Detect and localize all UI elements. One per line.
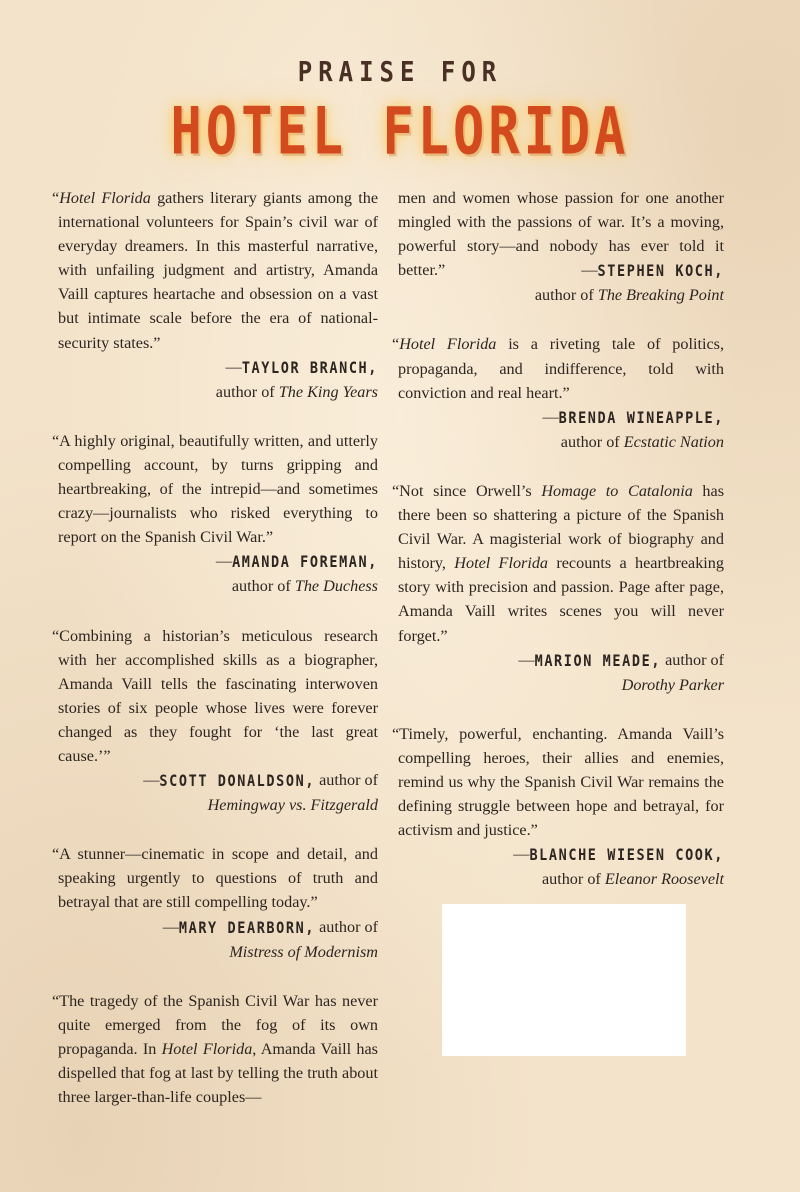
blurb-book-credit: author of The Breaking Point bbox=[534, 286, 724, 305]
blurb-amanda-foreman bbox=[52, 429, 378, 599]
blurb-marion-meade bbox=[392, 479, 724, 697]
blurb-attribution: —TAYLOR BRANCH, bbox=[58, 355, 378, 380]
author-name: MARION MEADE, bbox=[534, 650, 662, 671]
right-column bbox=[392, 186, 724, 916]
blurb-brenda-wineapple bbox=[392, 332, 724, 453]
blurb-attribution: —AMANDA FOREMAN, bbox=[58, 549, 378, 574]
author-name: BLANCHE WIESEN COOK, bbox=[529, 845, 724, 865]
blurb-quote: “A stunner—cinematic in scope and detail, and speaking urgently to questions of truth and betrayal that are still compelling today.” bbox=[52, 845, 378, 912]
book-title: HOTEL FLORIDA bbox=[170, 94, 630, 170]
blurb-quote: “The tragedy of the Spanish Civil War has never quite emerged from the fog of its own propaganda. In Hotel Florida, Amanda Vaill has dispelled that fog at last by telling the truth about three larger-than-life couples— bbox=[52, 991, 378, 1107]
left-column bbox=[52, 186, 378, 1134]
blurb-stephen-koch-start bbox=[52, 989, 378, 1109]
blurb-stephen-koch-end bbox=[398, 186, 724, 307]
blurb-quote: “A highly original, beautifully written, and utterly compelling account, by turns gripping and heartbreaking, of the intrepid—and sometimes crazy—journalists who risked everything to report on the Spanish Civil War.” bbox=[52, 431, 378, 547]
praise-for-label: PRAISE FOR bbox=[297, 55, 503, 89]
blurb-quote: “Hotel Florida gathers literary giants among the international volunteers for Spain’s civil war of everyday dreamers. In this masterful narrative, with unfailing judgment and artistry, Amanda Vaill captures heartache and obsession on a vast but intimate scale before the era of national-security states.” bbox=[52, 189, 378, 352]
blurb-book-credit: author of Eleanor Roosevelt bbox=[541, 870, 724, 889]
author-name: SCOTT DONALDSON, bbox=[159, 771, 316, 791]
blurb-quote: men and women whose passion for one another mingled with the passions of war. It’s a moving, powerful story—and nobody has ever told it better.” bbox=[398, 189, 724, 280]
barcode-placeholder-box bbox=[442, 904, 686, 1056]
blurb-attribution: —MARY DEARBORN, author of bbox=[58, 915, 378, 940]
blurb-attribution: —MARION MEADE, author of bbox=[398, 648, 724, 673]
blurb-attribution: —STEPHEN KOCH, bbox=[398, 258, 724, 283]
author-name: STEPHEN KOCH, bbox=[597, 261, 724, 281]
blurb-attribution: —SCOTT DONALDSON, author of bbox=[58, 768, 378, 793]
blurb-attribution: —BLANCHE WIESEN COOK, bbox=[398, 842, 724, 867]
author-name: TAYLOR BRANCH, bbox=[241, 358, 378, 378]
blurb-book-credit: author of The Duchess bbox=[231, 577, 378, 596]
blurb-mary-dearborn bbox=[52, 842, 378, 963]
blurb-scott-donaldson bbox=[52, 624, 378, 818]
blurb-book-credit: author of Ecstatic Nation bbox=[560, 432, 724, 451]
blurb-book-credit: Hemingway vs. Fitzgerald bbox=[207, 796, 378, 815]
blurb-book-credit: author of The King Years bbox=[215, 382, 378, 401]
blurb-book-credit: Dorothy Parker bbox=[621, 675, 724, 694]
author-name: AMANDA FOREMAN, bbox=[232, 552, 378, 572]
blurb-quote: “Hotel Florida is a riveting tale of politics, propaganda, and indifference, told with conviction and real heart.” bbox=[392, 335, 724, 402]
blurb-book-credit: Mistress of Modernism bbox=[229, 942, 378, 961]
author-name: MARY DEARBORN, bbox=[178, 917, 316, 938]
blurb-quote: “Timely, powerful, enchanting. Amanda Vaill’s compelling heroes, their allies and enemies, remind us why the Spanish Civil War remains the defining struggle between hope and betrayal, for activism and justice.” bbox=[392, 724, 724, 840]
blurb-taylor-branch bbox=[52, 186, 378, 404]
blurb-attribution: —BRENDA WINEAPPLE, bbox=[398, 405, 724, 430]
blurb-quote: “Not since Orwell’s Homage to Catalonia has there been so shattering a picture of the Spanish Civil War. A magisterial work of biography and history, Hotel Florida recounts a heartbreaking story with precision and passion. Page after page, Amanda Vaill writes scenes you will never forget.” bbox=[392, 481, 724, 645]
blurb-blanche-wiesen-cook bbox=[392, 722, 724, 892]
blurb-quote: “Combining a historian’s meticulous research with her accomplished skills as a biographer, Amanda Vaill tells the fascinating interwoven stories of six people whose lives were forever changed as they fought for ‘the last great cause.’” bbox=[52, 626, 378, 765]
author-name: BRENDA WINEAPPLE, bbox=[558, 408, 724, 428]
